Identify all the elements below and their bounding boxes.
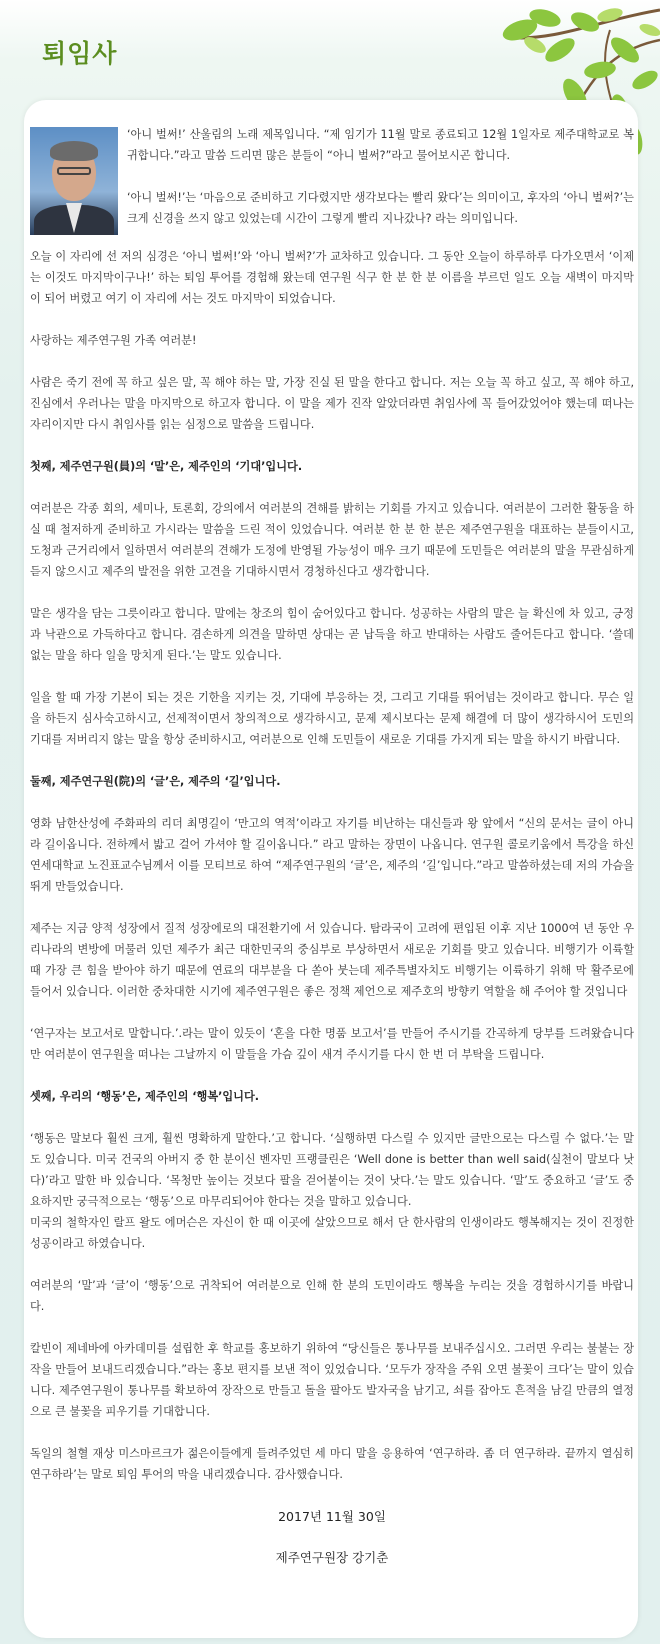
paragraph: 영화 남한산성에 주화파의 리더 최명길이 ‘만고의 역적’이라고 자기를 비난하는 대신들과 왕 앞에서 “신의 문서는 글이 아니라 길이옵니다. 전하께서 밟고 걸어 가셔야 할 길이옵니다.” 라고 말하는 장면이 나옵니다. 연구원 콜로키움에서 특강을 하신 연세대학교 노진표교수님께서 이를 모티브로 하여 “제주연구원의 ‘글’은, 제주의 ‘길’입니다.”라고 말씀하셨는데 저의 가슴을 뛰게 만들었습니다. (30, 817, 634, 893)
intro-paragraph: ‘아니 벌써!’는 ‘마음으로 준비하고 기다렸지만 생각보다는 빨리 왔다’는 의미이고, 후자의 ‘아니 벌써?’는 크게 신경을 쓰지 않고 있었는데 시간이 그렇게 빨리 지나갔나? 라는 의미입니다. (127, 191, 634, 225)
paragraph: 여러분의 ‘말’과 ‘글’이 ‘행동’으로 귀착되어 여러분으로 인해 한 분의 도민이라도 행복을 누리는 것을 경험하시기를 바랍니다. (30, 1279, 634, 1313)
paragraph: 독일의 철혈 재상 미스마르크가 젊은이들에게 들려주었던 세 마디 말을 응용하여 ‘연구하라. 좀 더 연구하라. 끝까지 열심히 연구하라’는 말로 퇴임 투어의 막을 내리겠습니다. 감사했습니다. (30, 1447, 634, 1481)
intro-paragraph: ‘아니 벌써!’ 산울림의 노래 제목입니다. “제 임기가 11월 말로 종료되고 12월 1일자로 제주대학교로 복귀합니다.”라고 말씀 드리면 많은 분들이 “아니 벌써?”라고 물어보시곤 합니다. (127, 128, 634, 162)
speech-body (30, 124, 634, 1588)
page-title: 퇴임사 (42, 39, 118, 68)
paragraph: ‘행동은 말보다 훨씬 크게, 훨씬 명확하게 말한다.’고 합니다. ‘실행하면 다스릴 수 있지만 글만으로는 다스릴 수 없다.’는 말도 있습니다. 미국 건국의 아버지 중 한 분이신 벤자민 프랭클린은 ‘Well done is better than well said(실천이 말보다 낫다)’라고 말한 바 있습니다. ‘목청만 높이는 것보다 팔을 걷어붙이는 것이 낫다.’는 말도 있습니다. ‘말’도 중요하고 ‘글’도 중요하지만 궁극적으로는 ‘행동’으로 마무리되어야 한다는 것을 말하고 있습니다. (30, 1132, 634, 1208)
content-card (24, 100, 638, 1638)
paragraph: 말은 생각을 담는 그릇이라고 합니다. 말에는 창조의 힘이 숨어있다고 합니다. 성공하는 사람의 말은 늘 확신에 차 있고, 긍정과 낙관으로 가득하다고 합니다. 겸손하게 의견을 말하면 상대는 곧 납득을 하고 반대하는 사람도 줄어든다고 합니다. ‘쓸데없는 말을 하다 일을 망치게 된다.’는 말도 있습니다. (30, 607, 634, 662)
paragraph: 사랑하는 제주연구원 가족 여러분! (30, 334, 197, 347)
signature-block (30, 1506, 634, 1568)
portrait-photo (30, 127, 118, 235)
paragraph: ‘연구자는 보고서로 말합니다.’.라는 말이 있듯이 ‘혼을 다한 명품 보고서’를 만들어 주시기를 간곡하게 당부를 드려왔습니다만 여러분이 연구원을 떠나는 그날까지 이 말들을 가슴 깊이 새겨 주시기를 다시 한 번 더 부탁을 드립니다. (30, 1027, 634, 1061)
speech-date: 2017년 11월 30일 (278, 1509, 386, 1524)
paragraph: 일을 할 때 가장 기본이 되는 것은 기한을 지키는 것, 기대에 부응하는 것, 그리고 기대를 뛰어넘는 것이라고 합니다. 무슨 일을 하든지 심사숙고하시고, 선제적이면서 창의적으로 생각하시고, 문제 제시보다는 문제 해결에 더 많이 생각하시어 도민의 기대를 저버리지 않는 말을 항상 준비하시고, 여러분으로 인해 도민들이 새로운 기대를 가지게 되는 말을 하시기 바랍니다. (30, 691, 634, 746)
paragraph: 칼빈이 제네바에 아카데미를 설립한 후 학교를 홍보하기 위하여 “당신들은 통나무를 보내주십시오. 그러면 우리는 불붙는 장작을 만들어 보내드리겠습니다.”라는 홍보 편지를 보낸 적이 있었습니다. ‘모두가 장작을 주워 오면 불꽃이 크다’는 말이 있습니다. 제주연구원이 통나무를 확보하여 장작으로 만들고 돌을 팔아도 발자국을 남기고, 쇠를 잡아도 흔적을 남길 만큼의 열정으로 큰 불꽃을 피우기를 기대합니다. (30, 1342, 634, 1418)
section-heading: 셋째, 우리의 ‘행동’은, 제주인의 ‘행복’입니다. (30, 1090, 260, 1103)
paragraph: 오늘 이 자리에 선 저의 심경은 ‘아니 벌써!’와 ‘아니 벌써?’가 교차하고 있습니다. 그 동안 오늘이 하루하루 다가오면서 ‘이제는 이것도 마지막이구나!’ 하는 퇴임 투어를 경험해 왔는데 연구원 식구 한 분 한 분 이름을 부르던 일도 오늘 새벽이 마지막이 되어 버렸고 여기 이 자리에 서는 것도 마지막이 되었습니다. (30, 250, 634, 305)
section-heading: 첫째, 제주연구원(員)의 ‘말’은, 제주인의 ‘기대’입니다. (30, 460, 303, 473)
paragraph: 제주는 지금 양적 성장에서 질적 성장에로의 대전환기에 서 있습니다. 탐라국이 고려에 편입된 이후 지난 1000여 년 동안 우리나라의 변방에 머물러 있던 제주가 최근 대한민국의 중심부로 부상하면서 새로운 기회를 맞고 있습니다. 비행기가 이륙할 때 가장 큰 힘을 받아야 하기 때문에 연료의 대부분을 다 쏟아 붓는데 제주특별자치도 비행기는 이륙하기 위해 막 활주로에 들어서 있습니다. 이러한 중차대한 시기에 제주연구원은 좋은 정책 제언으로 제주호의 방향키 역할을 해 주어야 할 것입니다 (30, 922, 634, 998)
intro-text (127, 124, 634, 250)
paragraph: 사람은 죽기 전에 꼭 하고 싶은 말, 꼭 해야 하는 말, 가장 진실 된 말을 한다고 합니다. 저는 오늘 꼭 하고 싶고, 꼭 해야 하고, 진심에서 우러나는 말을 마지막으로 하고자 합니다. 이 말을 제가 진작 알았더라면 취임사에 꼭 들어갔었어야 했는데 떠나는 자리이지만 다시 취임사를 읽는 심정으로 말씀을 드립니다. (30, 376, 634, 431)
paragraph: 여러분은 각종 회의, 세미나, 토론회, 강의에서 여러분의 견해를 밝히는 기회를 가지고 있습니다. 여러분이 그러한 활동을 하실 때 철저하게 준비하고 가시라는 말씀을 드린 적이 있었습니다. 여러분 한 분 한 분은 제주연구원을 대표하는 분들이시고, 도청과 근거리에서 일하면서 여러분의 견해가 도정에 반영될 가능성이 매우 크기 때문에 도민들은 여러분의 말을 무관심하게 듣지 않으시고 제주의 발전을 위한 고견을 기대하시면서 경청하신다고 생각합니다. (30, 502, 634, 578)
section-heading: 둘째, 제주연구원(院)의 ‘글’은, 제주의 ‘길’입니다. (30, 775, 281, 788)
intro-section (30, 124, 634, 242)
signature: 제주연구원장 강기춘 (275, 1550, 389, 1565)
paragraph: 미국의 철학자인 랄프 왈도 에머슨은 자신이 한 때 이곳에 살았으므로 해서 단 한사람의 인생이라도 행복해지는 것이 진정한 성공이라고 하였습니다. (30, 1216, 634, 1250)
